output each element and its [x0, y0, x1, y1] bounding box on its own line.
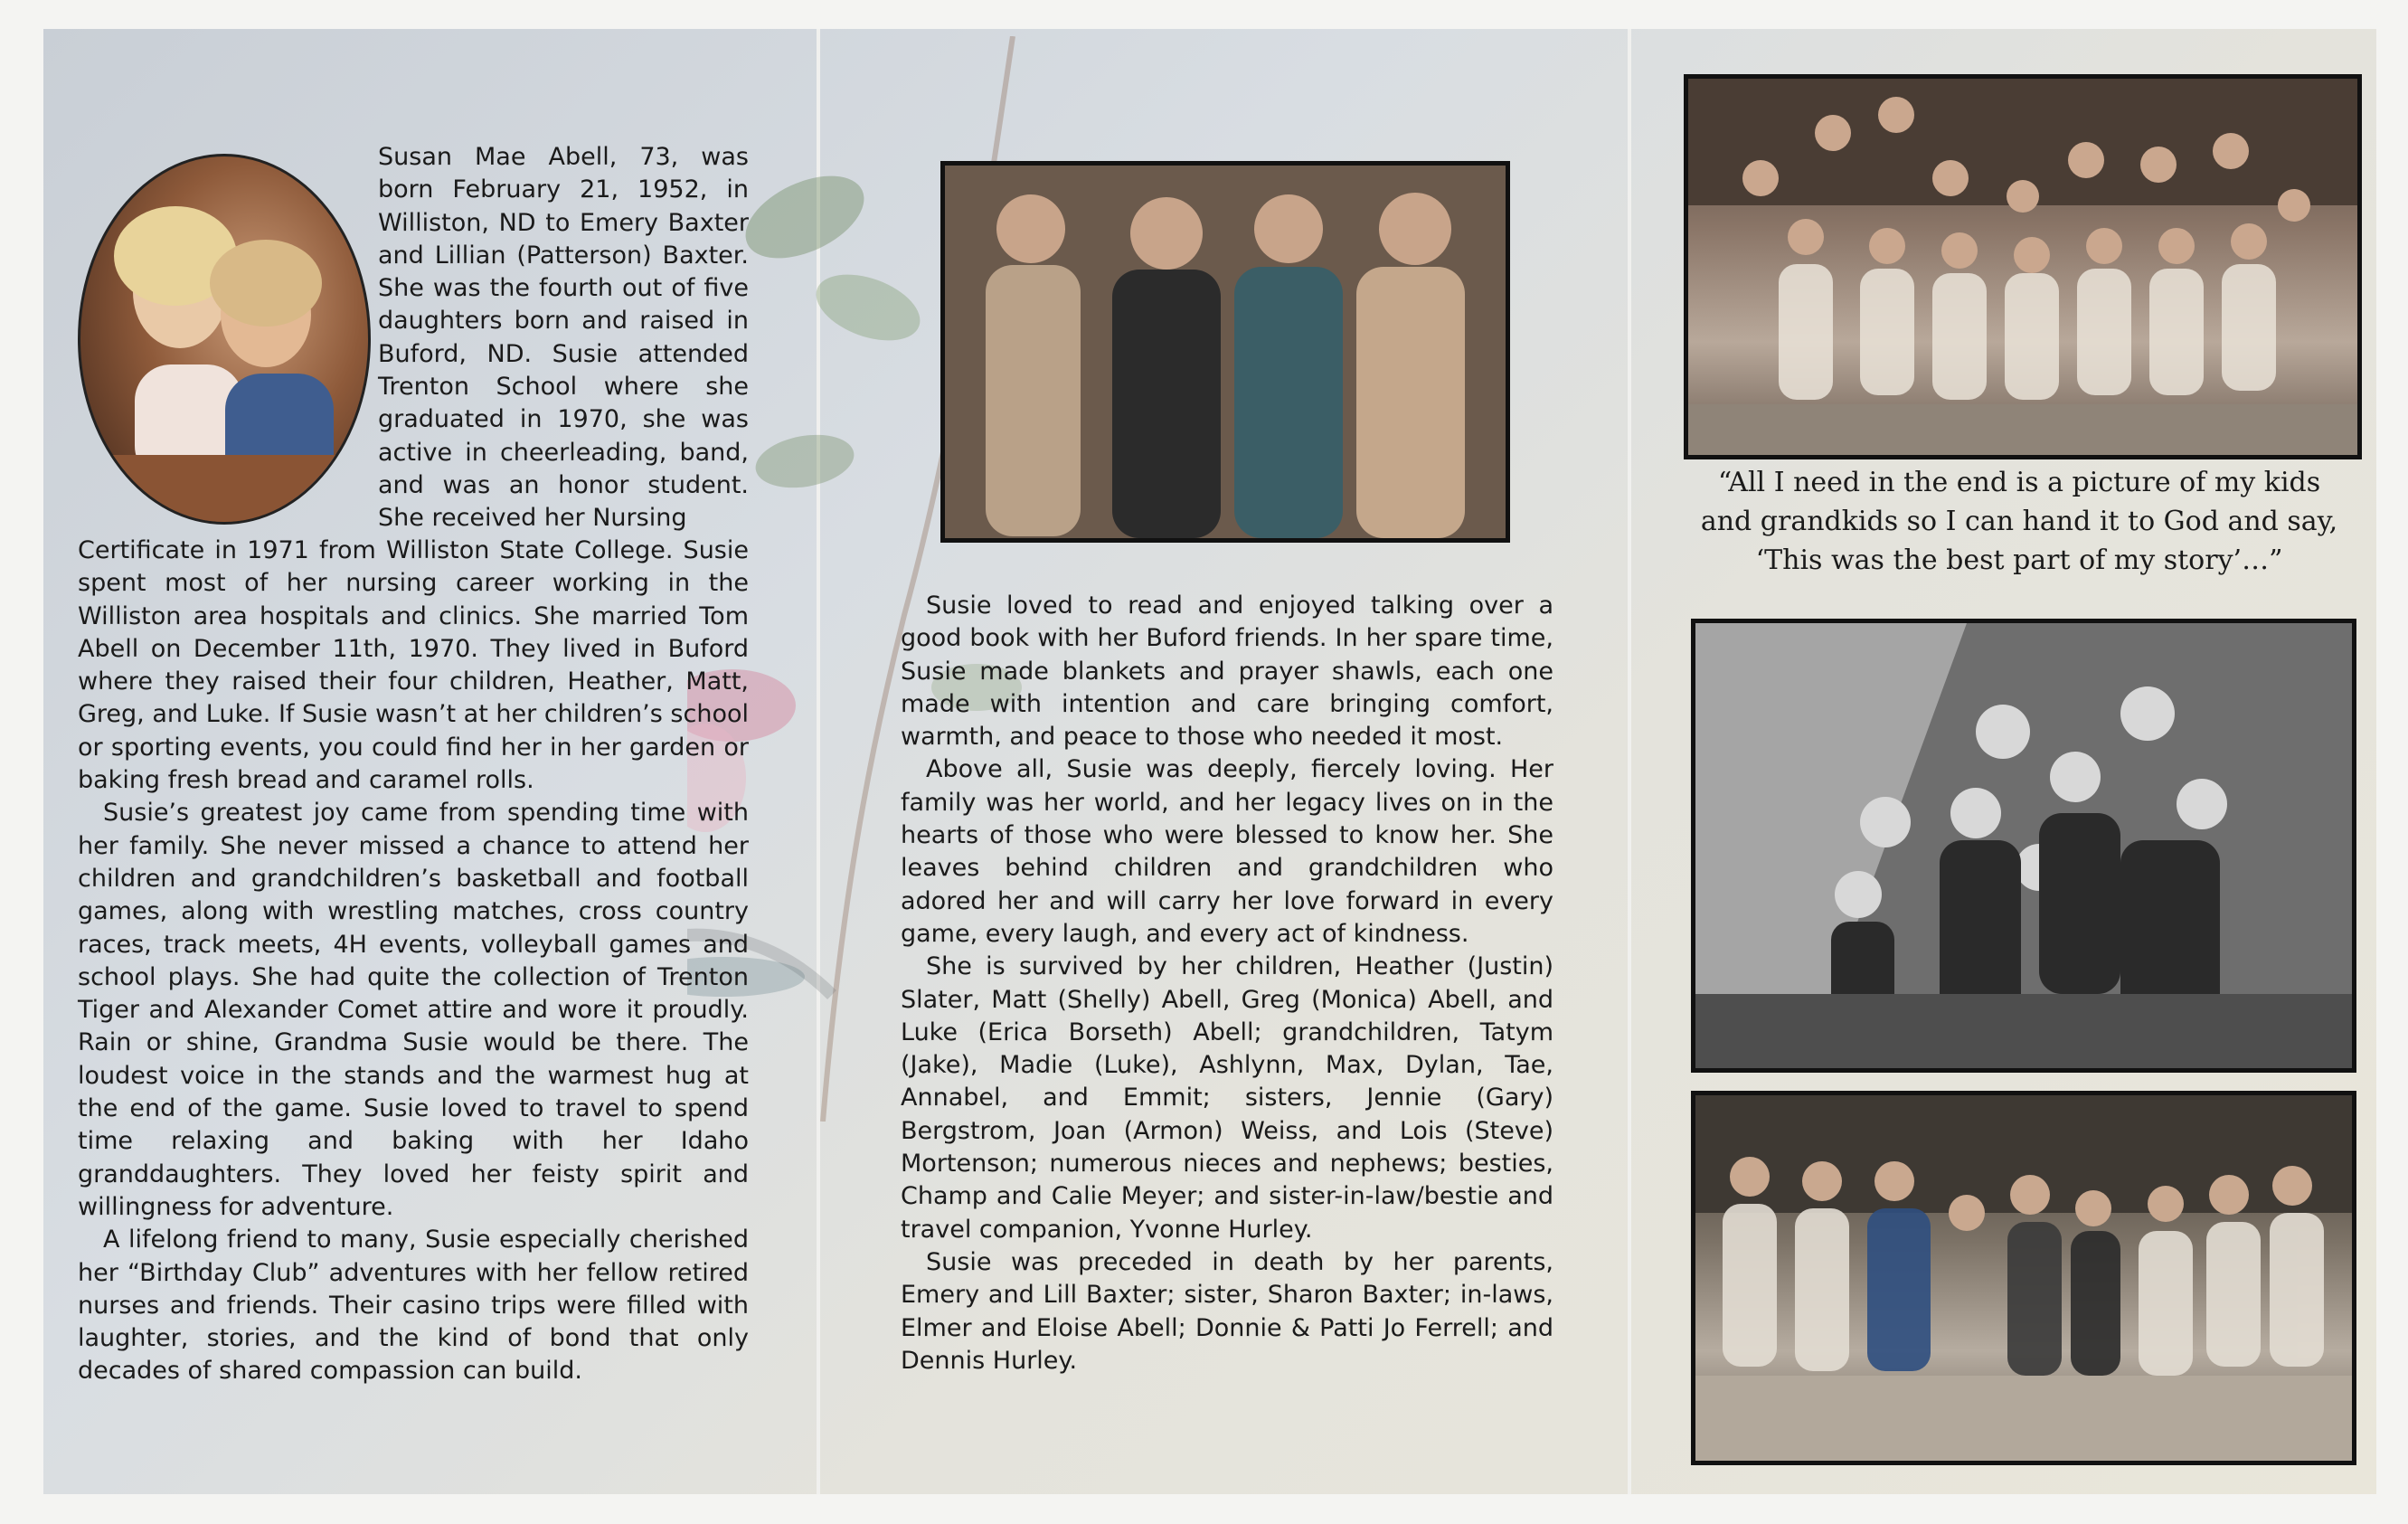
quote-line-2: and grandkids so I can hand it to God and say, — [1700, 506, 2338, 537]
paragraph-nursing: Certificate in 1971 from Williston State College. Susie spent most of her nursing career working in the Williston area hospitals and clinics. She married Tom Abell on December 11th, 1970. They lived in Buford where they raised their four children, Heather, Matt, Greg, and Luke. If Susie wasn’t at her children’s school or sporting events, you could find her in her garden or baking fresh bread and caramel rolls. — [78, 536, 749, 795]
quote-line-1: “All I need in the end is a picture of my kids — [1717, 467, 2321, 498]
grandma-with-grandkids-photo-placeholder — [1695, 1095, 2352, 1461]
grandchildren-bw-photo — [1691, 619, 2356, 1073]
portrait-photo-placeholder — [80, 156, 368, 522]
grandma-with-grandkids-photo — [1691, 1091, 2356, 1465]
paragraph-reading: Susie loved to read and enjoyed talking over a good book with her Buford friends. In her spare time, Susie made blankets and prayer shawls, each one made with intention and care bringing comfort, warmth, and peace to those who needed it most. — [901, 592, 1553, 752]
extended-family-photo-placeholder — [1688, 79, 2357, 455]
left-panel-text — [78, 535, 749, 1388]
grandchildren-bw-photo-placeholder — [1695, 623, 2352, 1068]
obituary-intro-text — [378, 141, 749, 535]
four-women-photo — [940, 161, 1510, 543]
family-quote — [1691, 463, 2347, 580]
paragraph-survived-by: She is survived by her children, Heather (Justin) Slater, Matt (Shelly) Abell, Greg (Monica) Abell, and Luke (Erica Borseth) Abell; grandchildren, Tatym (Jake), Madie (Luke), Ashlynn, Max, Dylan, Tae, Annabel, and Emmit; sisters, Jennie (Gary) Bergstrom, Joan (Armon) Weiss, and Lois (Steve) Mortenson; numerous nieces and nephews; besties, Champ and Calie Meyer; and sister-in-law/bestie and travel companion, Yvonne Hurley. — [901, 952, 1553, 1244]
portrait-oval-photo — [78, 154, 371, 525]
middle-panel-text — [901, 590, 1553, 1377]
extended-family-photo — [1684, 74, 2362, 459]
fold-line-2 — [1628, 29, 1631, 1494]
four-women-photo-placeholder — [945, 166, 1506, 538]
paragraph-family-joy: Susie’s greatest joy came from spending time with her family. She never missed a chance to attend her children and grandchildren’s basketball and football games, along with wrestling matches, cross country races, track meets, 4H events, volleyball games and school plays. She had quite the collection of Trenton Tiger and Alexander Comet attire and wore it proudly. Rain or shine, Grandma Susie would be there. The loudest voice in the stands and the warmest hug at the end of the game. Susie loved to travel to spend time relaxing and baking with her Idaho granddaughters. They loved her feisty spirit and willingness for adventure. — [78, 799, 749, 1221]
fold-line-1 — [817, 29, 820, 1494]
quote-line-3: ‘This was the best part of my story’…” — [1755, 544, 2283, 576]
paragraph-preceded-by: Susie was preceded in death by her parents, Emery and Lill Baxter; sister, Sharon Baxter; in-laws, Elmer and Eloise Abell; Donnie & Patti Jo Ferrell; and Dennis Hurley. — [901, 1247, 1553, 1375]
intro-paragraph: Susan Mae Abell, 73, was born February 21, 1952, in Williston, ND to Emery Baxter and Lillian (Patterson) Baxter. She was the fourth out of five daughters born and raised in Buford, ND. Susie attended Trenton School where she graduated in 1970, she was active in cheerleading, band, and was an honor student. She received her Nursing — [378, 143, 749, 533]
paragraph-birthday-club: A lifelong friend to many, Susie especially cherished her “Birthday Club” adventures with her fellow retired nurses and friends. Their casino trips were filled with laughter, stories, and the kind of bond that only decades of shared compassion can build. — [78, 1226, 749, 1386]
paragraph-loving: Above all, Susie was deeply, fiercely loving. Her family was her world, and her legacy lives on in the hearts of those who were blessed to know her. She leaves behind children and grandchildren who adored her and will carry her love forward in every game, every laugh, and every act of kindness. — [901, 755, 1553, 948]
